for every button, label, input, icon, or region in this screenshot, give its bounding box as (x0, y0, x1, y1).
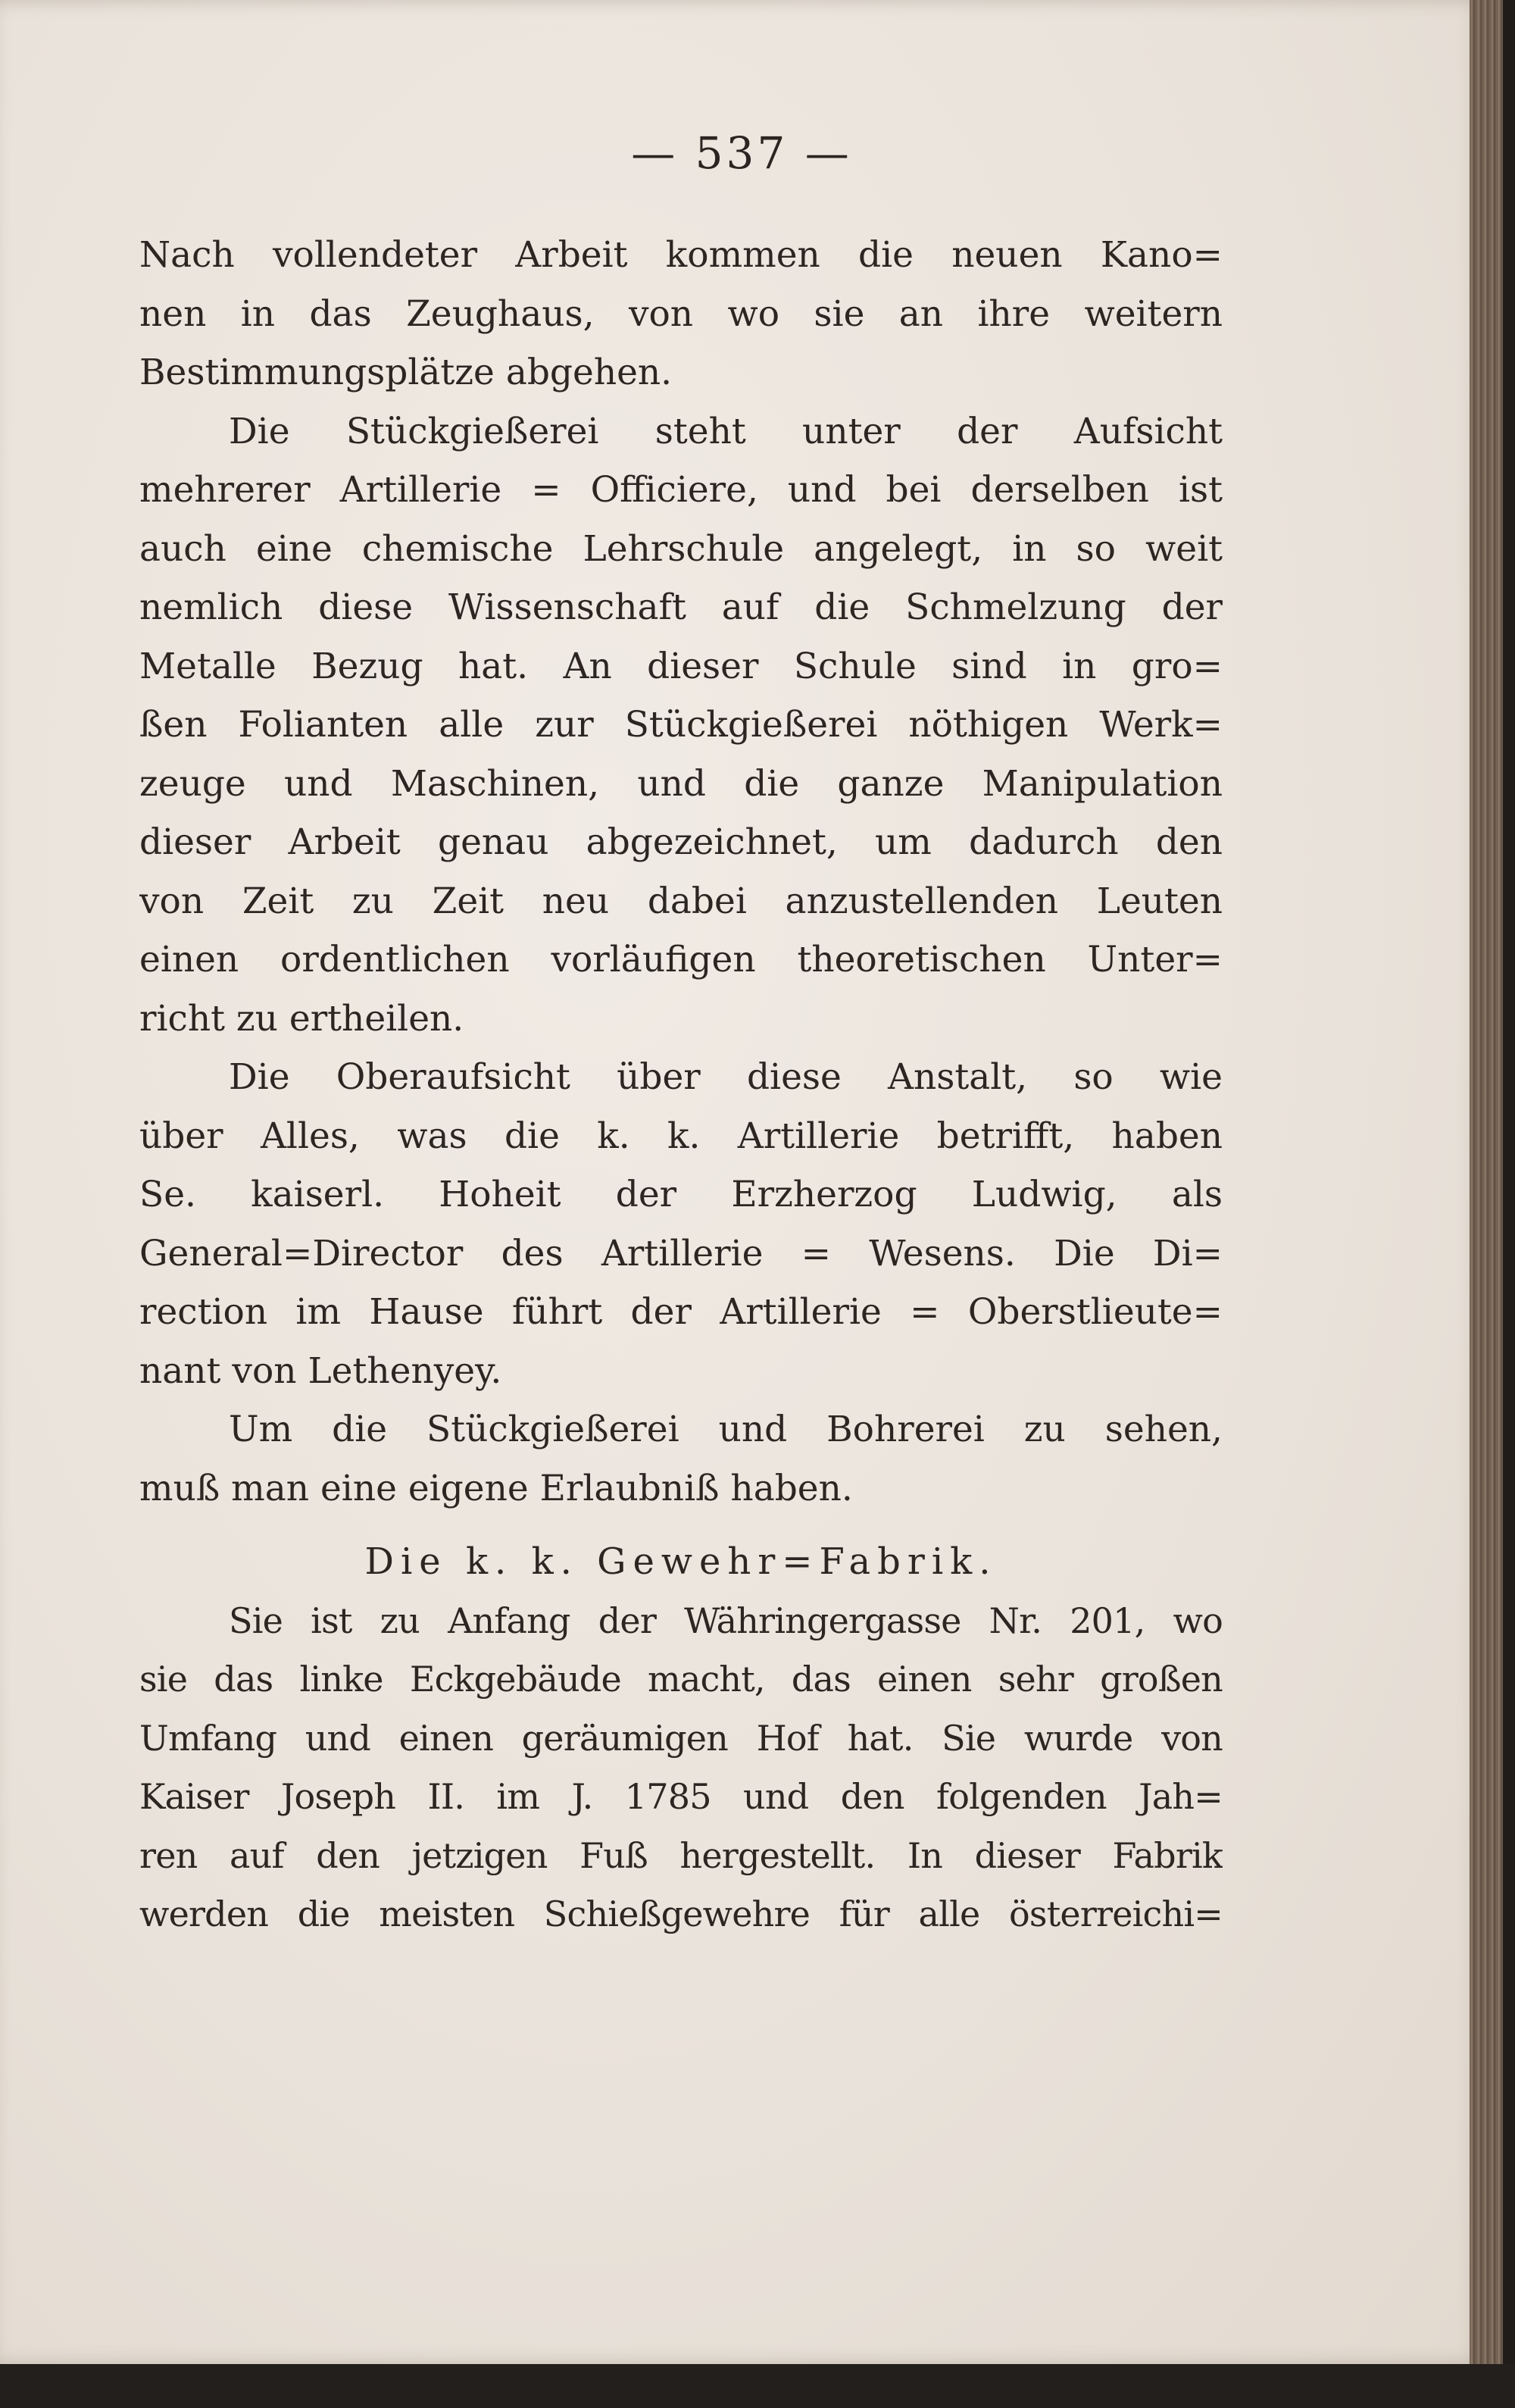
text-line: Se. kaiserl. Hoheit der Erzherzog Ludwig, als (139, 1174, 1223, 1215)
text-line: ren auf den jetzigen Fuß hergestellt. In dieser Fabrik (139, 1834, 1223, 1876)
text-line: Nach vollendeter Arbeit kommen die neuen Kano= (139, 234, 1223, 276)
text-line: richt zu ertheilen. (139, 997, 464, 1040)
text-line: ßen Folianten alle zur Stückgießerei nöthigen Werk= (139, 704, 1223, 746)
text-line: auch eine chemische Lehrschule angelegt, in so weit (139, 527, 1223, 570)
text-line: Kaiser Joseph II. im J. 1785 und den folgenden Jah= (139, 1776, 1223, 1817)
text-line: Die Oberaufsicht über diese Anstalt, so wie (229, 1056, 1223, 1098)
text-line: einen ordentlichen vorläufigen theoretischen Unter= (139, 939, 1223, 980)
text-line: Umfang und einen geräumigen Hof hat. Sie wurde von (139, 1717, 1223, 1759)
text-line: werden die meisten Schießgewehre für alle österreichi= (139, 1894, 1223, 1934)
text-line: dieser Arbeit genau abgezeichnet, um dadurch den (139, 821, 1223, 863)
paragraph-1 (139, 226, 1223, 402)
paragraph-4 (139, 1400, 1223, 1518)
text-line: nen in das Zeughaus, von wo sie an ihre weitern (139, 292, 1223, 335)
background-bottom-edge (0, 2364, 1515, 2408)
paragraph-5 (139, 1592, 1223, 1944)
text-line: muß man eine eigene Erlaubniß haben. (139, 1467, 853, 1509)
text-line: von Zeit zu Zeit neu dabei anzustellenden Leuten (139, 880, 1223, 922)
text-line: nemlich diese Wissenschaft auf die Schmelzung der (139, 586, 1223, 628)
section-heading: Die k. k. Gewehr=Fabrik. (364, 1540, 998, 1583)
text-line: Die Stückgießerei steht unter der Aufsicht (229, 410, 1223, 452)
text-line: mehrerer Artillerie = Officiere, und bei derselben ist (139, 469, 1223, 511)
text-line: über Alles, was die k. k. Artillerie betrifft, haben (139, 1115, 1223, 1157)
text-line: Um die Stückgießerei und Bohrerei zu sehen, (229, 1409, 1223, 1450)
paragraph-2 (139, 402, 1223, 1049)
text-line: Sie ist zu Anfang der Währingergasse Nr. 201, wo (229, 1600, 1223, 1641)
text-line: Metalle Bezug hat. An dieser Schule sind in gro= (139, 645, 1223, 687)
paragraph-3 (139, 1048, 1223, 1400)
book-cover-edge (1503, 0, 1515, 2408)
page-fore-edge (1470, 0, 1503, 2379)
text-line: sie das linke Eckgebäude macht, das einen sehr großen (139, 1659, 1223, 1700)
page-body (139, 226, 1223, 1944)
page-number: — 537 — (631, 127, 852, 179)
text-line: zeuge und Maschinen, und die ganze Manipulation (139, 762, 1223, 805)
text-line: Bestimmungsplätze abgehen. (139, 352, 673, 393)
text-line: General=Director des Artillerie = Wesens. Die Di= (139, 1232, 1223, 1274)
text-line: rection im Hause führt der Artillerie = Oberstlieute= (139, 1291, 1223, 1333)
text-line: nant von Lethenyey. (139, 1349, 502, 1392)
